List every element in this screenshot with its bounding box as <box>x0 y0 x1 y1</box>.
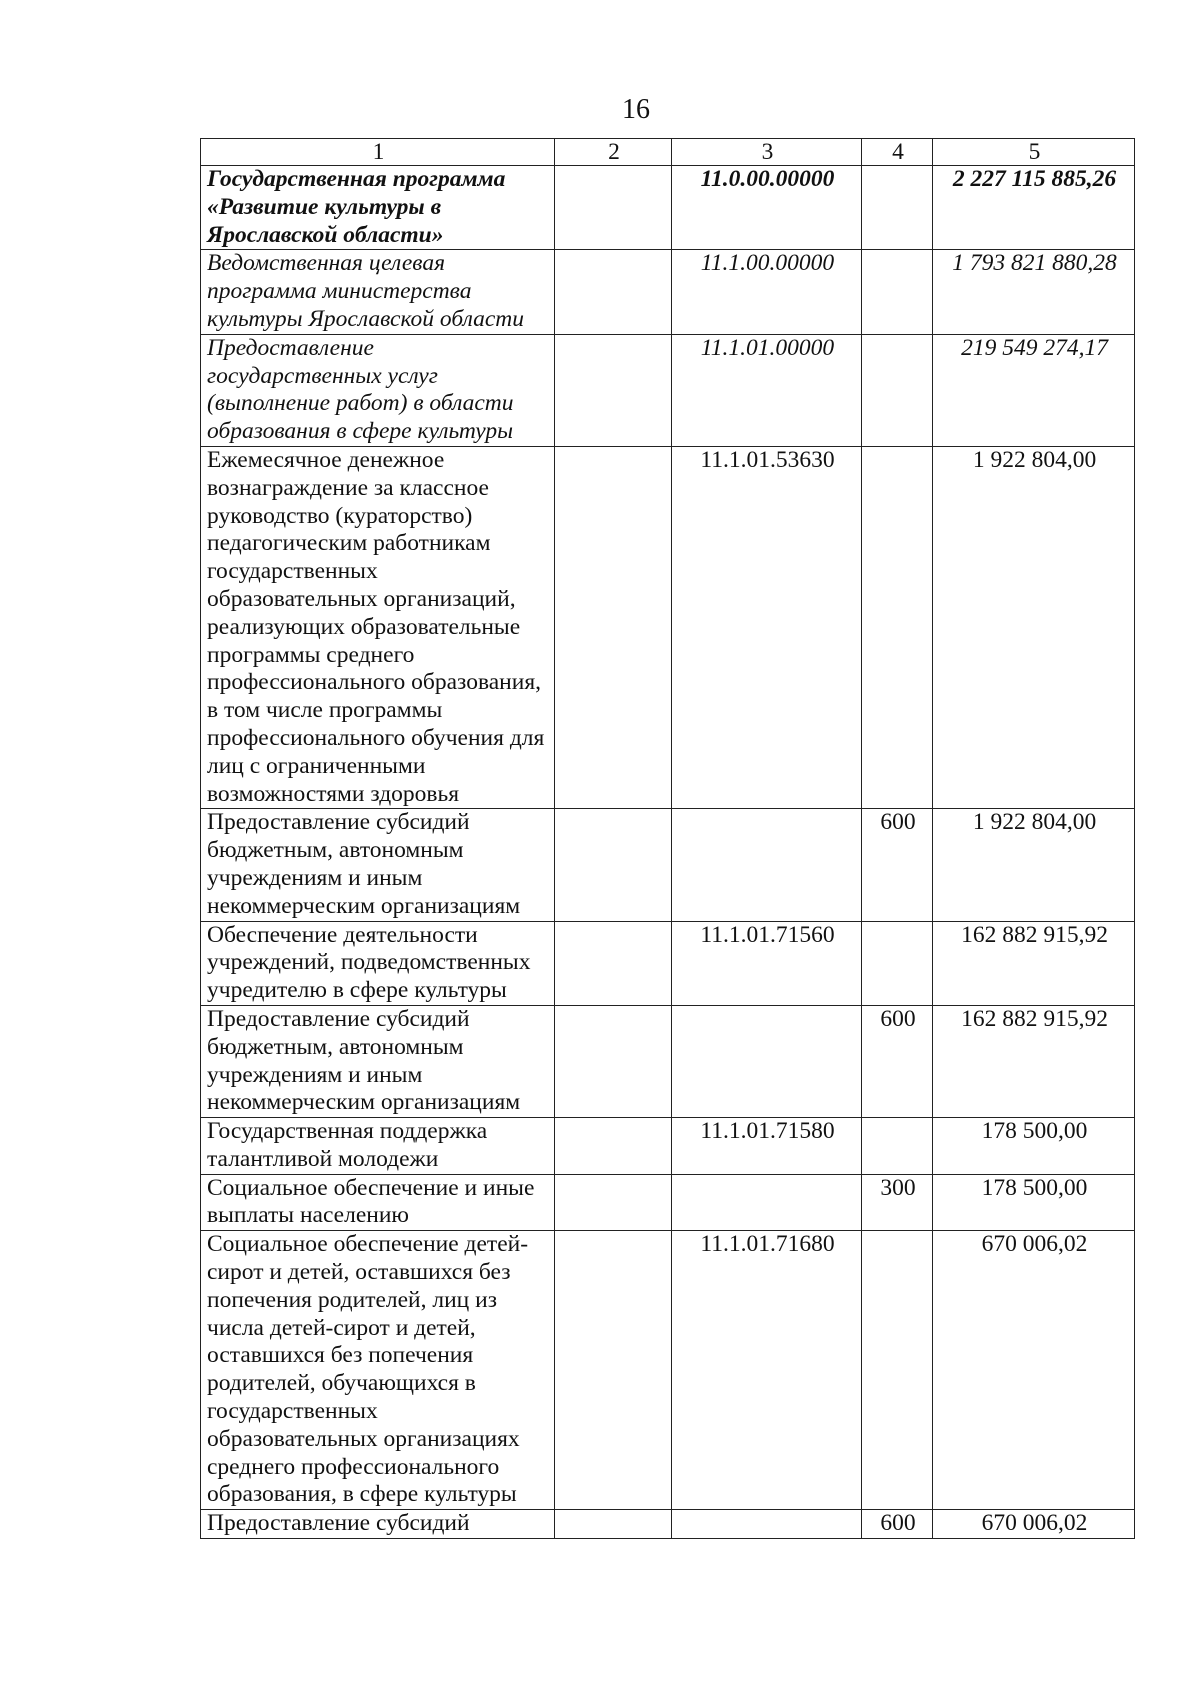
column-header-1: 1 <box>201 139 555 166</box>
row-name: Предоставление субсидий бюджетным, автономным учреждениям и иным некоммерческим организациям <box>201 809 555 921</box>
table-row <box>201 1005 1135 1117</box>
table-row <box>201 921 1135 1005</box>
row-sum: 178 500,00 <box>933 1118 1135 1175</box>
row-name: Государственная поддержка талантливой молодежи <box>201 1118 555 1175</box>
row-code: 11.1.01.53630 <box>672 446 862 808</box>
row-name: Ведомственная целевая программа министерства культуры Ярославской области <box>201 250 555 334</box>
row-expense-type: 300 <box>862 1174 933 1231</box>
row-name: Социальное обеспечение детей-сирот и детей, оставшихся без попечения родителей, лиц из числа детей-сирот и детей, оставшихся без попечения родителей, обучающихся в государственных образовательных организациях среднего профессионального образования, в сфере культуры <box>201 1231 555 1510</box>
table-row <box>201 1510 1135 1539</box>
row-expense-type <box>862 1231 933 1510</box>
column-header-2: 2 <box>555 139 672 166</box>
row-name: Предоставление субсидий <box>201 1510 555 1539</box>
column-header-5: 5 <box>933 139 1135 166</box>
row-expense-type <box>862 250 933 334</box>
row-code <box>672 1174 862 1231</box>
row-expense-type: 600 <box>862 1005 933 1117</box>
row-expense-type <box>862 166 933 250</box>
row-col2 <box>555 1118 672 1175</box>
table-row <box>201 809 1135 921</box>
row-name: Предоставление субсидий бюджетным, автономным учреждениям и иным некоммерческим организациям <box>201 1005 555 1117</box>
table-row <box>201 1174 1135 1231</box>
table-row-subprogram <box>201 250 1135 334</box>
row-col2 <box>555 921 672 1005</box>
column-header-4: 4 <box>862 139 933 166</box>
budget-table <box>200 138 1135 1539</box>
row-col2 <box>555 1005 672 1117</box>
row-expense-type: 600 <box>862 809 933 921</box>
table-body <box>201 166 1135 1539</box>
page-number: 16 <box>622 94 650 125</box>
row-expense-type <box>862 334 933 446</box>
row-col2 <box>555 809 672 921</box>
table-row <box>201 1231 1135 1510</box>
column-header-3: 3 <box>672 139 862 166</box>
row-col2 <box>555 250 672 334</box>
row-code: 11.1.01.71680 <box>672 1231 862 1510</box>
row-expense-type <box>862 921 933 1005</box>
row-code: 11.1.01.00000 <box>672 334 862 446</box>
row-sum: 1 922 804,00 <box>933 446 1135 808</box>
row-sum: 178 500,00 <box>933 1174 1135 1231</box>
row-code: 11.1.01.71560 <box>672 921 862 1005</box>
row-sum: 219 549 274,17 <box>933 334 1135 446</box>
row-code <box>672 809 862 921</box>
table-row-activity <box>201 334 1135 446</box>
row-col2 <box>555 334 672 446</box>
row-col2 <box>555 446 672 808</box>
row-name: Ежемесячное денежное вознаграждение за классное руководство (кураторство) педагогическим работникам государственных образовательных организаций, реализующих образовательные программы среднего профессионального образования, в том числе программы профессионального обучения для лиц с ограниченными возможностями здоровья <box>201 446 555 808</box>
row-code: 11.1.01.71580 <box>672 1118 862 1175</box>
table-row <box>201 446 1135 808</box>
row-sum: 2 227 115 885,26 <box>933 166 1135 250</box>
row-code: 11.0.00.00000 <box>672 166 862 250</box>
row-expense-type <box>862 446 933 808</box>
row-col2 <box>555 1510 672 1539</box>
table-row-program <box>201 166 1135 250</box>
row-sum: 162 882 915,92 <box>933 921 1135 1005</box>
row-sum: 162 882 915,92 <box>933 1005 1135 1117</box>
row-sum: 1 793 821 880,28 <box>933 250 1135 334</box>
table-row <box>201 1118 1135 1175</box>
row-expense-type <box>862 1118 933 1175</box>
row-expense-type: 600 <box>862 1510 933 1539</box>
row-col2 <box>555 1174 672 1231</box>
row-sum: 1 922 804,00 <box>933 809 1135 921</box>
header-row <box>201 139 1135 166</box>
row-col2 <box>555 1231 672 1510</box>
row-name: Обеспечение деятельности учреждений, подведомственных учредителю в сфере культуры <box>201 921 555 1005</box>
row-sum: 670 006,02 <box>933 1231 1135 1510</box>
row-name: Социальное обеспечение и иные выплаты населению <box>201 1174 555 1231</box>
row-col2 <box>555 166 672 250</box>
row-sum: 670 006,02 <box>933 1510 1135 1539</box>
row-name: Предоставление государственных услуг (выполнение работ) в области образования в сфере культуры <box>201 334 555 446</box>
row-code: 11.1.00.00000 <box>672 250 862 334</box>
row-code <box>672 1005 862 1117</box>
row-name: Государственная программа «Развитие культуры в Ярославской области» <box>201 166 555 250</box>
row-code <box>672 1510 862 1539</box>
